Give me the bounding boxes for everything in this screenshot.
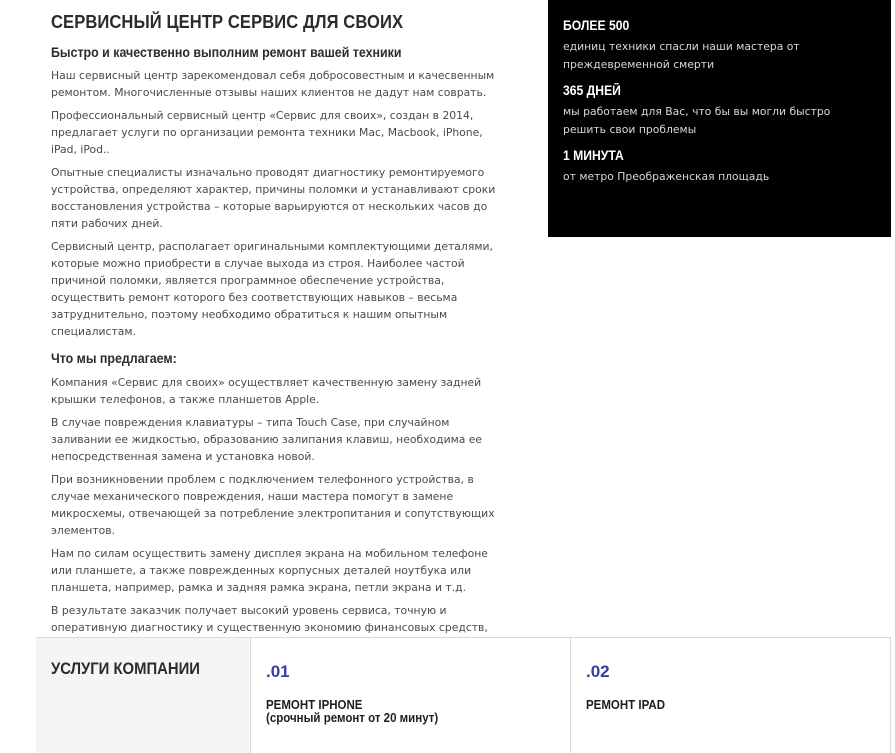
stat-title: 365 ДНЕЙ	[563, 83, 621, 98]
page-subtitle: Быстро и качественно выполним ремонт вашей техники	[51, 45, 402, 60]
intro-paragraph: Опытные специалисты изначально проводят диагностику ремонтируемого устройства, определяют характер, причины поломки и устанавливают сроки восстановления устройства – которые варьируются от нескольких часов до пяти рабочих дней.	[51, 166, 496, 230]
stat-text: единиц техники спасли наши мастера от преждевременной смерти	[563, 40, 800, 71]
service-title: РЕМОНТ IPAD	[586, 698, 666, 712]
service-number: .01	[266, 662, 290, 681]
intro-paragraph: Наш сервисный центр зарекомендовал себя добросовестным и качесвенным ремонтом. Многочисленные отзывы наших клиентов не дадут нам соврать.	[51, 69, 495, 99]
offer-paragraph: В случае повреждения клавиатуры – типа Touch Case, при случайном заливании ее жидкостью, образованию залипания клавиш, необходима ее непосредственная замена и установка новой.	[51, 416, 483, 463]
intro-paragraph: Сервисный центр, располагает оригинальными комплектующими деталями, которые можно приобрести в случае выхода из строя. Наиболее частой причиной поломки, является программное обеспечение устройства, осуществить ремонт которого без соответствующих навыков – весьма затруднительно, поэтому необходимо обратиться к нашим опытным специалистам.	[51, 240, 493, 338]
services-section	[36, 637, 891, 752]
services-heading-block	[36, 638, 250, 753]
offer-paragraph: Нам по силам осуществить замену дисплея экрана на мобильном телефоне или планшете, а также поврежденных корпусных деталей ноутбука или планшета, например, рамка и задняя рамка экрана, петли экрана и т.д.	[51, 547, 488, 594]
service-card-ipad[interactable]	[570, 638, 891, 753]
stat-title: БОЛЕЕ 500	[563, 18, 630, 33]
stats-panel	[548, 0, 891, 237]
service-name	[586, 699, 665, 712]
stat-text: мы работаем для Вас, что бы вы могли быстро решить свои проблемы	[563, 105, 831, 136]
offer-paragraph: Компания «Сервис для своих» осуществляет качественную замену задней крышки телефонов, а также планшетов Apple.	[51, 376, 482, 406]
offer-paragraph: При возникновении проблем с подключением телефонного устройства, в случае механического повреждения, наши мастера помогут в замене микросхемы, отвечающей за потребление электропитания и сопутствующих элементов.	[51, 473, 495, 537]
stat-text: от метро Преображенская площадь	[563, 170, 770, 183]
services-heading: УСЛУГИ КОМПАНИИ	[51, 660, 200, 678]
intro-paragraph: Профессиональный сервисный центр «Сервис для своих», создан в 2014, предлагает услуги по организации ремонта техники Mac, Macbook, iPhone, iPad, iPod..	[51, 109, 483, 156]
offer-paragraph: В результате заказчик получает высокий уровень сервиса, точную и оперативную диагностику и существенную экономию финансовых средств,	[51, 604, 488, 634]
page-title: СЕРВИСНЫЙ ЦЕНТР СЕРВИС ДЛЯ СВОИХ	[51, 12, 404, 32]
main-content	[51, 12, 511, 659]
service-name	[266, 699, 438, 725]
stat-title: 1 МИНУТА	[563, 148, 624, 163]
service-card-iphone[interactable]	[250, 638, 570, 753]
service-note: (срочный ремонт от 20 минут)	[266, 711, 439, 725]
service-title: РЕМОНТ IPHONE	[266, 698, 363, 712]
service-number: .02	[586, 662, 610, 681]
offer-heading: Что мы предлагаем:	[51, 351, 177, 366]
